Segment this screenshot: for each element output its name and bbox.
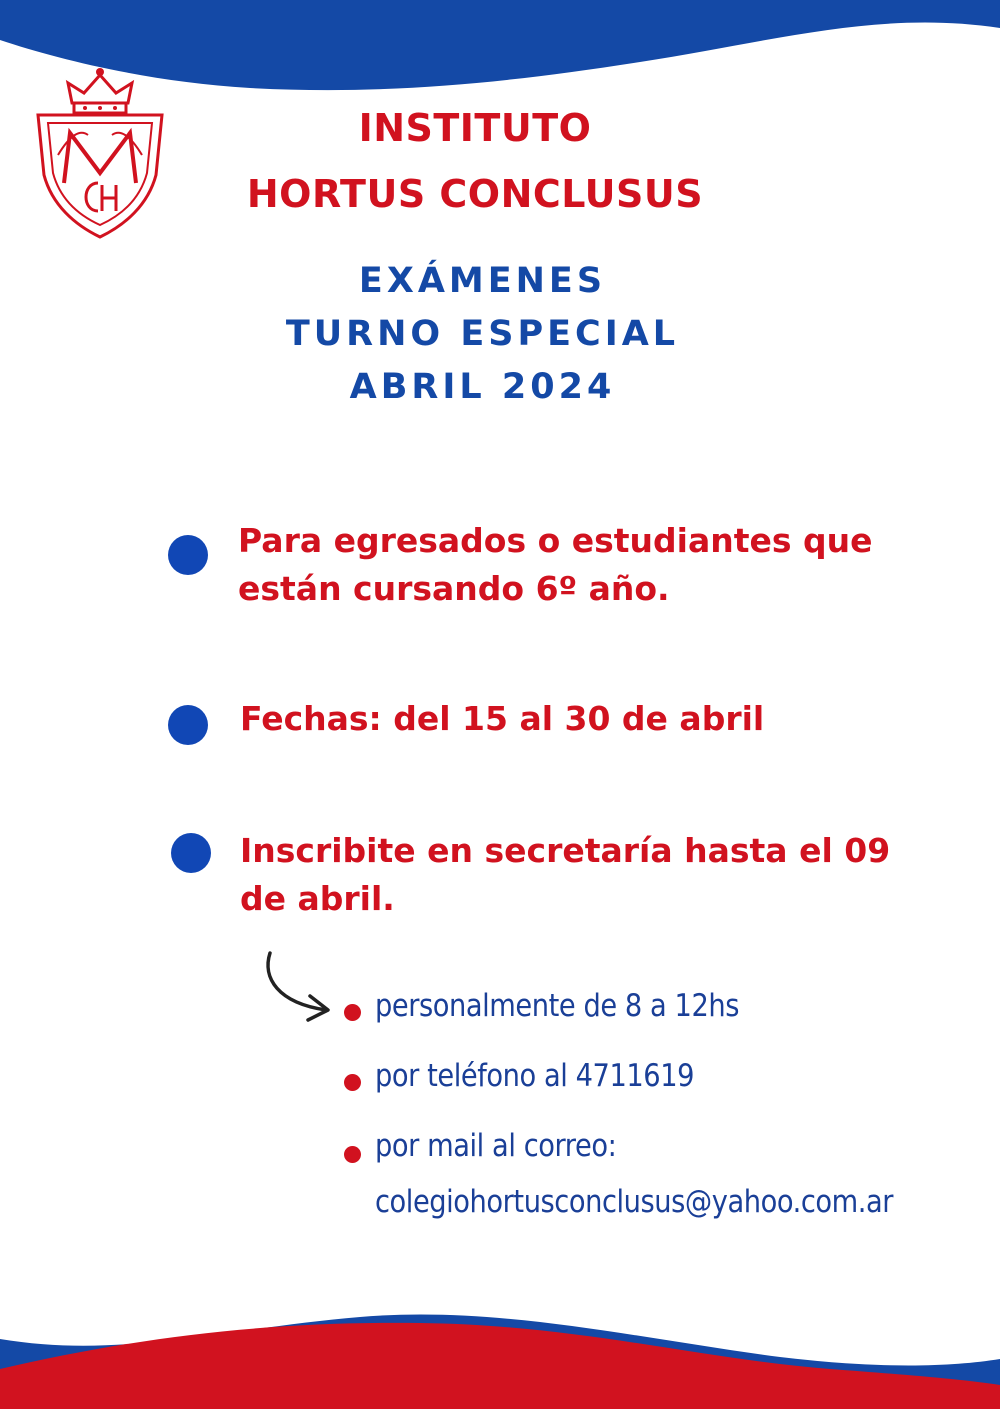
exam-title-line3: ABRIL 2024 bbox=[349, 367, 616, 407]
curved-arrow-icon bbox=[258, 948, 338, 1023]
registration-method-phone bbox=[340, 1048, 960, 1108]
sub-item-text: personalmente de 8 a 12hs bbox=[375, 988, 740, 1024]
info-bullet-registration bbox=[160, 825, 920, 925]
sub-bullet-dot bbox=[344, 1004, 361, 1021]
bullet-dot bbox=[168, 535, 208, 575]
bullet-text: Fechas: del 15 al 30 de abril bbox=[240, 699, 765, 738]
exam-title-line1: EXÁMENES bbox=[358, 261, 607, 301]
bottom-wave-decoration bbox=[0, 1299, 1000, 1409]
bullet-dot bbox=[171, 833, 211, 873]
bullet-text: Para egresados o estudiantes que están cursando 6º año. bbox=[238, 521, 873, 608]
institute-name bbox=[200, 95, 750, 227]
exam-title bbox=[200, 255, 765, 414]
bullet-text: Inscribite en secretaría hasta el 09 de abril. bbox=[240, 831, 891, 918]
sub-bullet-dot bbox=[344, 1146, 361, 1163]
info-bullet-dates bbox=[160, 695, 920, 755]
institute-name-line2: HORTUS CONCLUSUS bbox=[246, 172, 704, 216]
sub-item-text: por teléfono al 4711619 bbox=[375, 1058, 695, 1094]
school-crest-icon bbox=[30, 65, 170, 245]
email-address[interactable]: colegiohortusconclusus@yahoo.com.ar bbox=[375, 1184, 894, 1220]
registration-method-email bbox=[340, 1118, 960, 1238]
bullet-dot bbox=[168, 705, 208, 745]
registration-method-in-person bbox=[340, 978, 960, 1038]
institute-name-line1: INSTITUTO bbox=[358, 106, 592, 150]
exam-title-line2: TURNO ESPECIAL bbox=[285, 314, 680, 354]
info-bullet-eligibility bbox=[160, 515, 920, 615]
sub-bullet-dot bbox=[344, 1074, 361, 1091]
sub-item-text: por mail al correo: colegiohortusconclusus@yahoo.com.ar bbox=[375, 1118, 893, 1230]
